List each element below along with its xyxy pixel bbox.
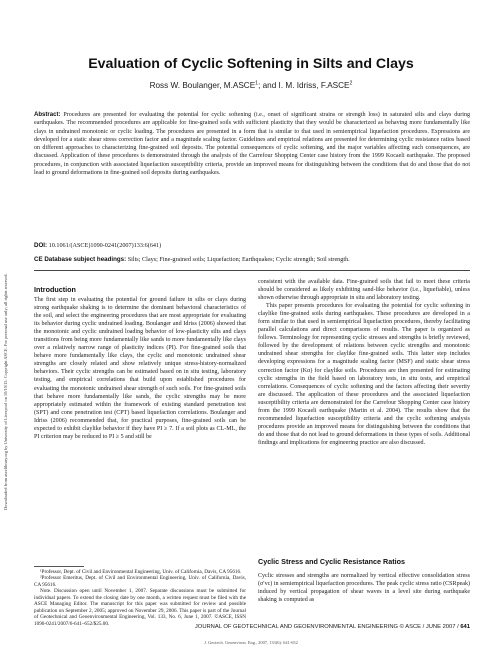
doi-label: DOI: — [34, 242, 48, 249]
doi-link[interactable]: 10.1061/(ASCE)1090-0241(2007)133:6(641) — [48, 242, 162, 249]
intro-paragraph-1-continued: consistent with the available data. Fine-grained soils that fail to meet these criteria should be considered as likely exhibiting sand-like behavior (i.e., liquefiable), unless shown otherwise through appropriate in situ and laboratory testing. — [258, 279, 470, 302]
footnote-divider — [34, 566, 84, 567]
cyclic-stress-paragraph-1: Cyclic stresses and strengths are normalized by vertical effective consolidation stress (σ′vc) in semiempirical liquefaction procedures. The peak cyclic stress ratio (CSRpeak) induced by vertical propagation of shear waves in a level site during earthquake shaking is computed as — [258, 573, 470, 604]
abstract — [34, 111, 470, 177]
page-number: 641 — [460, 624, 470, 630]
download-watermark — [2, 130, 10, 510]
abstract-text: Procedures are presented for evaluating the potential for cyclic softening (i.e., onset of significant strains or strength loss) in saturated silts and clays during earthquakes. The recommended procedures are applicable for fine-grained soils with sufficient plasticity that they would be characterized as behaving more fundamentally like clays in undrained monotonic or cyclic loading. The procedures are presented in a form that is similar to that used in semiempirical liquefaction procedures. Expressions are developed for a static shear stress correction factor and a magnitude scaling factor. Guidelines and empirical relations are presented for determining cyclic resistance ratios based on different approaches to characterizing fine-grained soil deposits. The potential consequences of cyclic softening, and the major variables affecting such consequences, are discussed. Application of these procedures is demonstrated through the analysis of the Carrefour Shopping Center case history from the 1999 Kocaeli earthquake. The proposed procedures, in conjunction with associated liquefaction susceptibility criteria, provide an improved means for distinguishing between the conditions that do and those that do not lead to ground deformations in fine-grained soil deposits during earthquakes. — [34, 112, 470, 177]
author-2: ; and I. M. Idriss, F.ASCE — [258, 81, 350, 90]
footnote-2: ²Professor Emeritus, Dept. of Civil and Environmental Engineering, Univ. of California, Davis, CA 95616. — [34, 575, 246, 588]
intro-paragraph-1: The first step in evaluating the potential for ground failure in silts or clays during strong earthquake shaking is to determine the dominant behavioral characteristics of the soil, and select the engineering procedures that are most appropriate for evaluating its behavior during cyclic undrained loading. Boulanger and Idriss (2006) showed that the monotonic and cyclic undrained loading behavior of low-plasticity silts and clays transitions from being more fundamentally like sands to more fundamentally like clays over a relatively narrow range of plasticity indices (PI). For fine-grained soils that behave more fundamentally like clays, the cyclic and monotonic undrained shear strengths are closely related and show relatively unique stress-history-normalized behaviors. Their cyclic strengths can be estimated based on in situ testing, laboratory testing, and empirical correlations that build upon established procedures for evaluating the monotonic undrained shear strength of such soils. For fine-grained soils that behave more fundamentally like sands, the cyclic strengths may be more appropriately estimated within the framework of existing standard penetration test (SPT) and cone penetration test (CPT) based liquefaction correlations. Boulanger and Idriss (2006) recommended that, for practical purposes, fine-grained soils can be expected to exhibit claylike behavior if they have PI ≥ 7. If a soil plots as CL-ML, the PI criterion may be reduced to PI ≥ 5 and still be — [34, 297, 246, 440]
cyclic-stress-body — [258, 572, 470, 604]
cyclic-stress-heading: Cyclic Stress and Cyclic Resistance Ratios — [258, 557, 406, 566]
abstract-label: Abstract: — [34, 112, 61, 118]
footnotes — [34, 569, 246, 627]
citation-line: J. Geotech. Geoenviron. Eng., 2007, 133(6): 641-652 — [204, 640, 298, 645]
journal-footer — [34, 624, 470, 630]
author-1: Ross W. Boulanger, M.ASCE — [149, 81, 256, 90]
subject-headings-value: Silts; Clays; Fine-grained soils; Liquefaction; Earthquakes; Cyclic strength; Soil strength. — [127, 256, 350, 263]
author-1-affiliation-mark: 1 — [255, 80, 259, 87]
intro-paragraph-2: This paper presents procedures for evaluating the potential for cyclic softening in claylike fine-grained soils during earthquakes. These procedures are developed in a form similar to that used in semiempirical liquefaction procedures, thereby facilitating parallel calculations and direct comparisons of results. The paper is organized as follows. Terminology for representing cyclic stresses and strengths is briefly reviewed, followed by the development of relations between cyclic strengths and monotonic undrained shear strengths for claylike fine-grained soils. This latter step includes developing expressions for a magnitude scaling factor (MSF) and static shear stress correction factor (Kα) for claylike soils. Procedures are then presented for estimating cyclic strengths in the field based on laboratory tests, in situ tests, and empirical correlations. Consequences of cyclic softening and the factors affecting their severity are discussed. The application of these procedures and the associated liquefaction susceptibility criteria are demonstrated for the Carrefour Shopping Center case history from the 1999 Kocaeli earthquake (Martin et al. 2004). The results show that the recommended liquefaction susceptibility criteria and the cyclic softening analysis procedures provide an improved means for distinguishing between the conditions that do and those that do not lead to ground deformations in these types of soils. Additional findings and implications for engineering practice are also discussed. — [258, 303, 470, 446]
subject-headings — [34, 256, 470, 264]
subject-headings-label: CE Database subject headings: — [34, 256, 127, 263]
paper-title: Evaluation of Cyclic Softening in Silts and Clays — [88, 56, 414, 72]
author-2-affiliation-mark: 2 — [349, 80, 353, 87]
left-column-body — [34, 296, 246, 441]
doi-line — [34, 242, 470, 250]
footnote-1: ¹Professor, Dept. of Civil and Environmental Engineering, Univ. of California, Davis, CA 95616. — [40, 569, 242, 575]
right-column-body — [258, 278, 470, 447]
download-watermark-text: Downloaded from ascelibrary.org by University of Liverpool on 10/10/15. Copyright ASCE. For personal use only; all rights reserved. — [3, 273, 8, 510]
header-divider — [34, 270, 470, 271]
introduction-heading: Introduction — [34, 285, 76, 294]
journal-footer-text: JOURNAL OF GEOTECHNICAL AND GEOENVIRONMENTAL ENGINEERING © ASCE / JUNE 2007 / — [194, 624, 459, 630]
author-line — [40, 81, 462, 90]
submission-note: Note. Discussion open until November 1, 2007. Separate discussions must be submitted for individual papers. To extend the closing date by one month, a written request must be filed with the ASCE Managing Editor. The manuscript for this paper was submitted for review and possible publication on September 2, 2005; approved on November 29, 2006. This paper is part of the Journal of Geotechnical and Geoenvironmental Engineering, Vol. 133, No. 6, June 1, 2007. ©ASCE, ISSN 1090-0241/2007/6-641–652/$25.00. — [34, 588, 246, 627]
